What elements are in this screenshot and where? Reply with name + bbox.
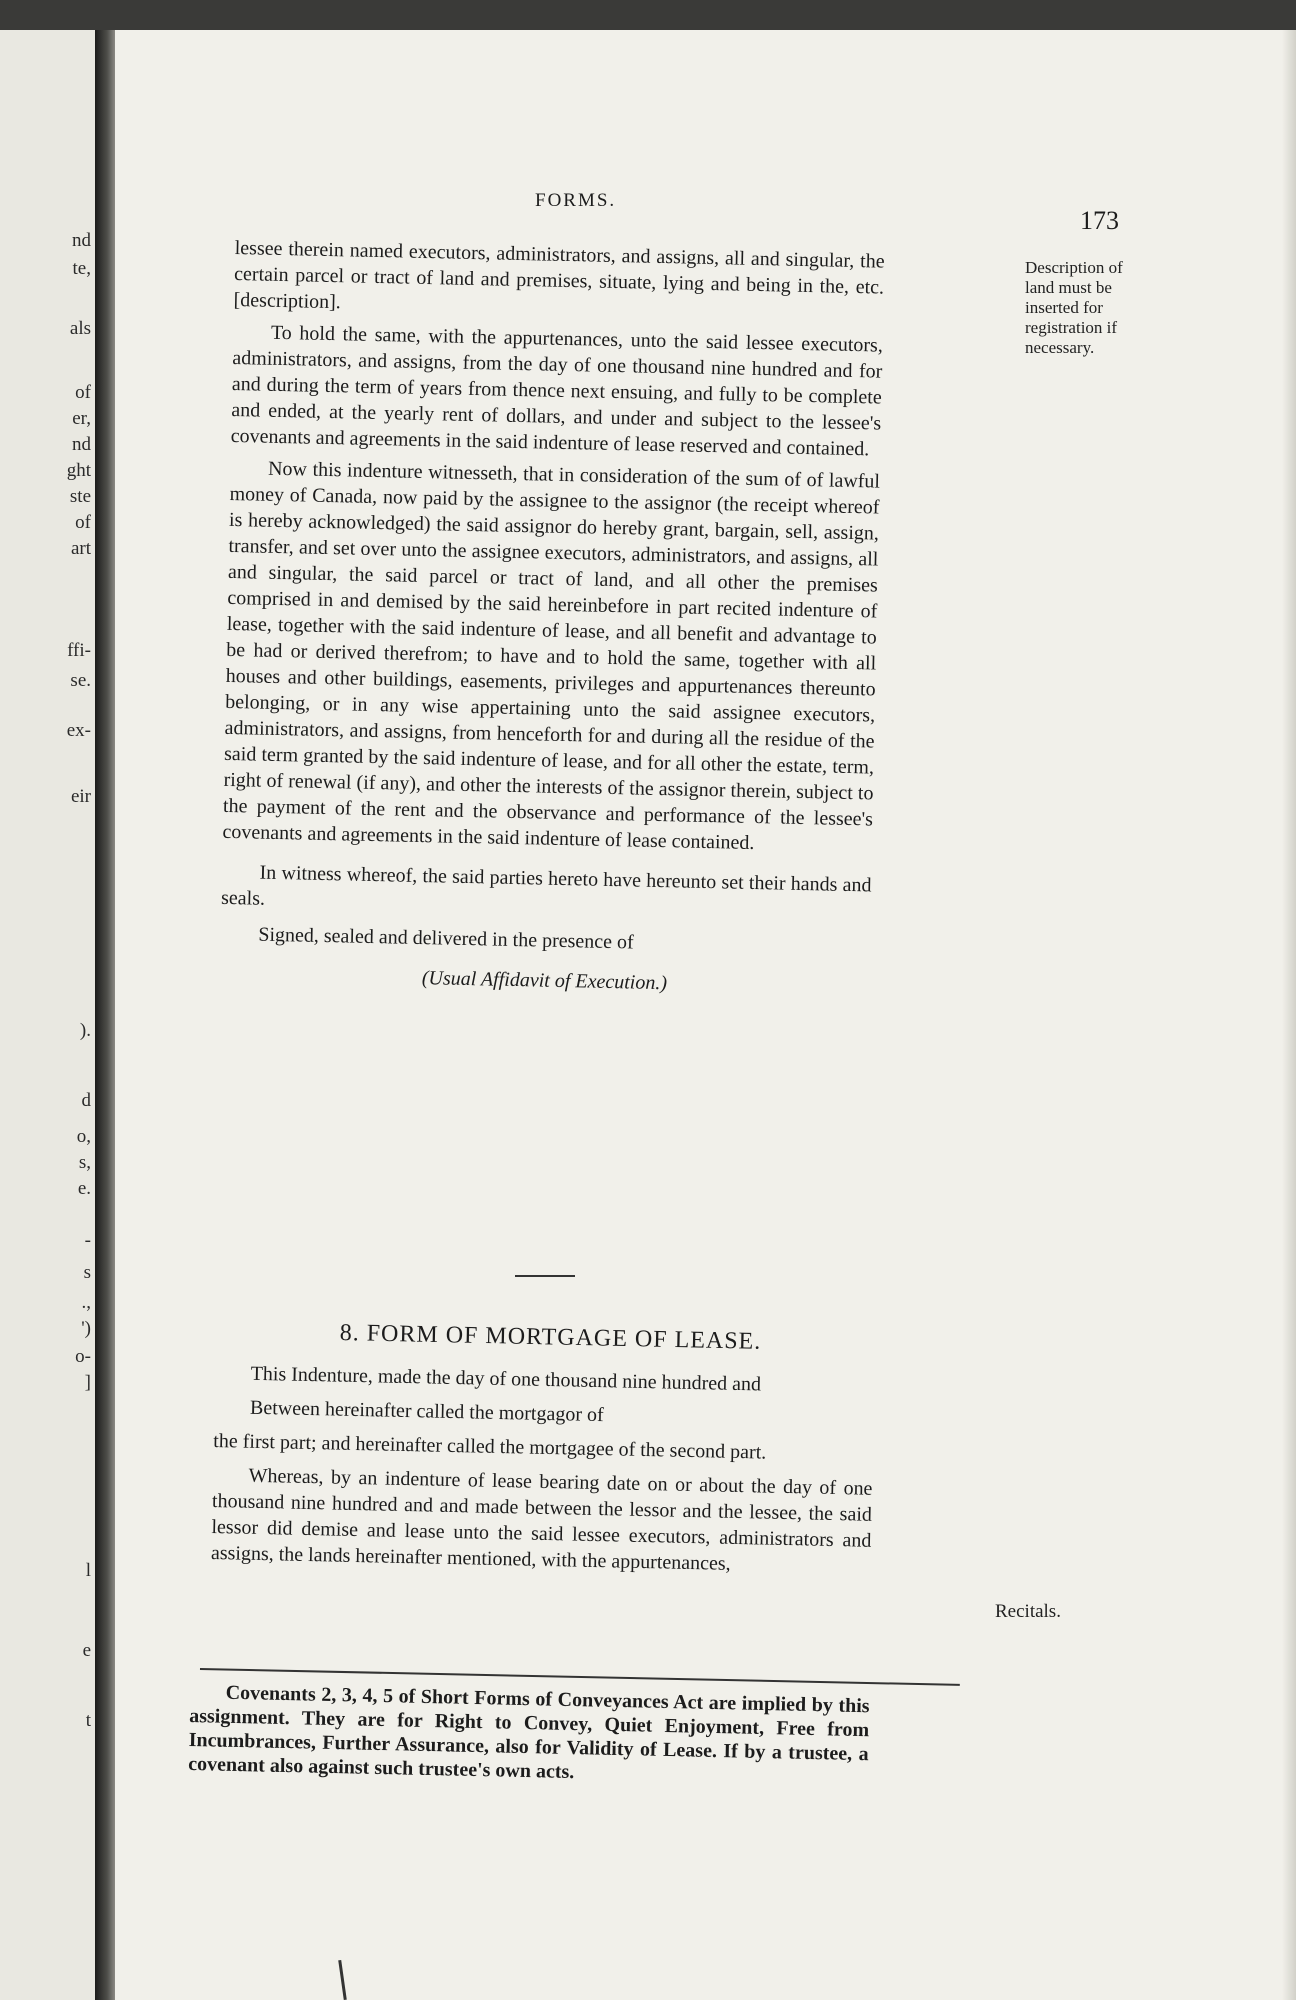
scan-mark [338, 1960, 347, 2000]
facing-page-fragment: of [75, 512, 91, 533]
footnote-text: Covenants 2, 3, 4, 5 of Short Forms of Conveyances Act are implied by this assignment. They are for Right to Convey, Quiet Enjoyment, Free from Incumbrances, Further Assurance, also for Validity of Lease. If by a trustee, a covenant also against such trustee's own acts. [188, 1681, 870, 1784]
facing-page-fragment: t [85, 1710, 91, 1731]
paragraph: Now this indenture witnesseth, that in consideration of the sum of of lawful money of Canada, now paid by the assignee to the assignor (the receipt whereof is hereby acknowledged) the said assignor do hereby grant, bargain, sell, assign, transfer, and set over unto the assignee executors, administrators, and assigns, all and singular, the said parcel or tract of land, and all other the premises comprised in and demised by the said hereinbefore in part recited indenture of lease, together with the said indenture of lease, and all benefit and advantage to be had or derived therefrom; to have and to hold the same, together with all houses and other buildings, easements, privileges and appurtenances thereunto belonging, or in any wise appertaining unto the said assignee executors, administrators, and assigns, from henceforth for and during all the residue of the said term granted by the said indenture of lease, and for all other the estate, term, right of renewal (if any), and other the interests of the assignor therein, subject to the payment of the rent and the observance and performance of the lessee's covenants and agreements in the said indenture of lease contained. [222, 457, 881, 855]
facing-page-fragment: ., [81, 1292, 91, 1313]
facing-page-fragment: ght [66, 460, 91, 481]
facing-page-fragment: ex- [66, 720, 91, 741]
facing-page-fragment: d [81, 1090, 91, 1111]
margin-note-description: Description of land must be inserted for registration if necessary. [1025, 258, 1123, 357]
facing-page-fragment: of [75, 382, 91, 403]
paragraph: Whereas, by an indenture of lease bearing date on or about the day of one thousand nine hundred and and made between the lessor and the lessee, the said lessor did demise and lease unto the said lessee executors, administrators and assigns, the lands hereinafter mentioned, with the appurtenances, [210, 1464, 873, 1575]
facing-page-fragment: s, [78, 1152, 91, 1173]
facing-page-fragment: nd [72, 434, 91, 455]
facing-page-fragment: se. [70, 670, 91, 691]
facing-page-fragment: s [83, 1262, 91, 1283]
affidavit-note: (Usual Affidavit of Execution.) [421, 967, 668, 995]
facing-page-fragment: ') [81, 1318, 91, 1339]
facing-page-fragment: ). [79, 1020, 91, 1041]
lease-assignment-text [219, 235, 885, 1006]
facing-page-fragment: ] [84, 1372, 91, 1393]
facing-page-edge [0, 30, 95, 2000]
book-page [115, 30, 1296, 2000]
facing-page-fragment: e. [77, 1178, 91, 1199]
facing-page-fragment: als [69, 318, 91, 339]
scanner-background [0, 0, 1296, 30]
book-gutter [95, 30, 115, 2000]
paragraph: In witness whereof, the said parties hereto have hereunto set their hands and seals. [220, 861, 872, 910]
page-number: 173 [1080, 206, 1119, 235]
facing-page-fragment: ste [69, 486, 91, 507]
margin-note-recitals: Recitals. [995, 1601, 1061, 1622]
facing-page-fragment: eir [70, 786, 91, 807]
paragraph: This Indenture, made the day of one thousand nine hundred and [250, 1362, 762, 1396]
mortgage-form-text [211, 1360, 875, 1588]
facing-page-fragment: o, [76, 1126, 91, 1147]
facing-page-fragment: nd [72, 230, 91, 251]
facing-page-fragment: ffi- [67, 640, 91, 661]
paragraph: lessee therein named executors, administrators, and assigns, all and singular, the certain parcel or tract of land and premises, situate, lying and being in the, etc. [description]. [233, 236, 885, 314]
paragraph: Between hereinafter called the mortgagor of [249, 1396, 604, 1427]
facing-page-fragment: l [85, 1560, 91, 1581]
facing-page-fragment: o- [75, 1346, 91, 1367]
page-edge-shadow [1282, 30, 1296, 2000]
paragraph: To hold the same, with the appurtenances, unto the said lessee executors, administrators, and assigns, from the day of one thousand nine hundred and for and during the term of years from thence next ensuing, and fully to be complete and ended, at the yearly rent of dollars, and under and subject to the lessee's covenants and agreements in the said indenture of lease reserved and contained. [230, 321, 884, 461]
footnote [188, 1680, 870, 1790]
paragraph: the first part; and hereinafter called the mortgagee of the second part. [213, 1429, 767, 1464]
facing-page-fragment: te, [72, 258, 91, 279]
facing-page-fragment: er, [72, 408, 91, 429]
facing-page-fragment: e [82, 1640, 91, 1661]
facing-page-fragment: art [70, 538, 91, 559]
section-heading: 8. FORM OF MORTGAGE OF LEASE. [339, 1320, 762, 1355]
section-divider [515, 1275, 575, 1277]
running-head: FORMS. [535, 190, 617, 211]
paragraph: Signed, sealed and delivered in the presence of [258, 923, 634, 954]
facing-page-fragment: - [84, 1230, 91, 1251]
